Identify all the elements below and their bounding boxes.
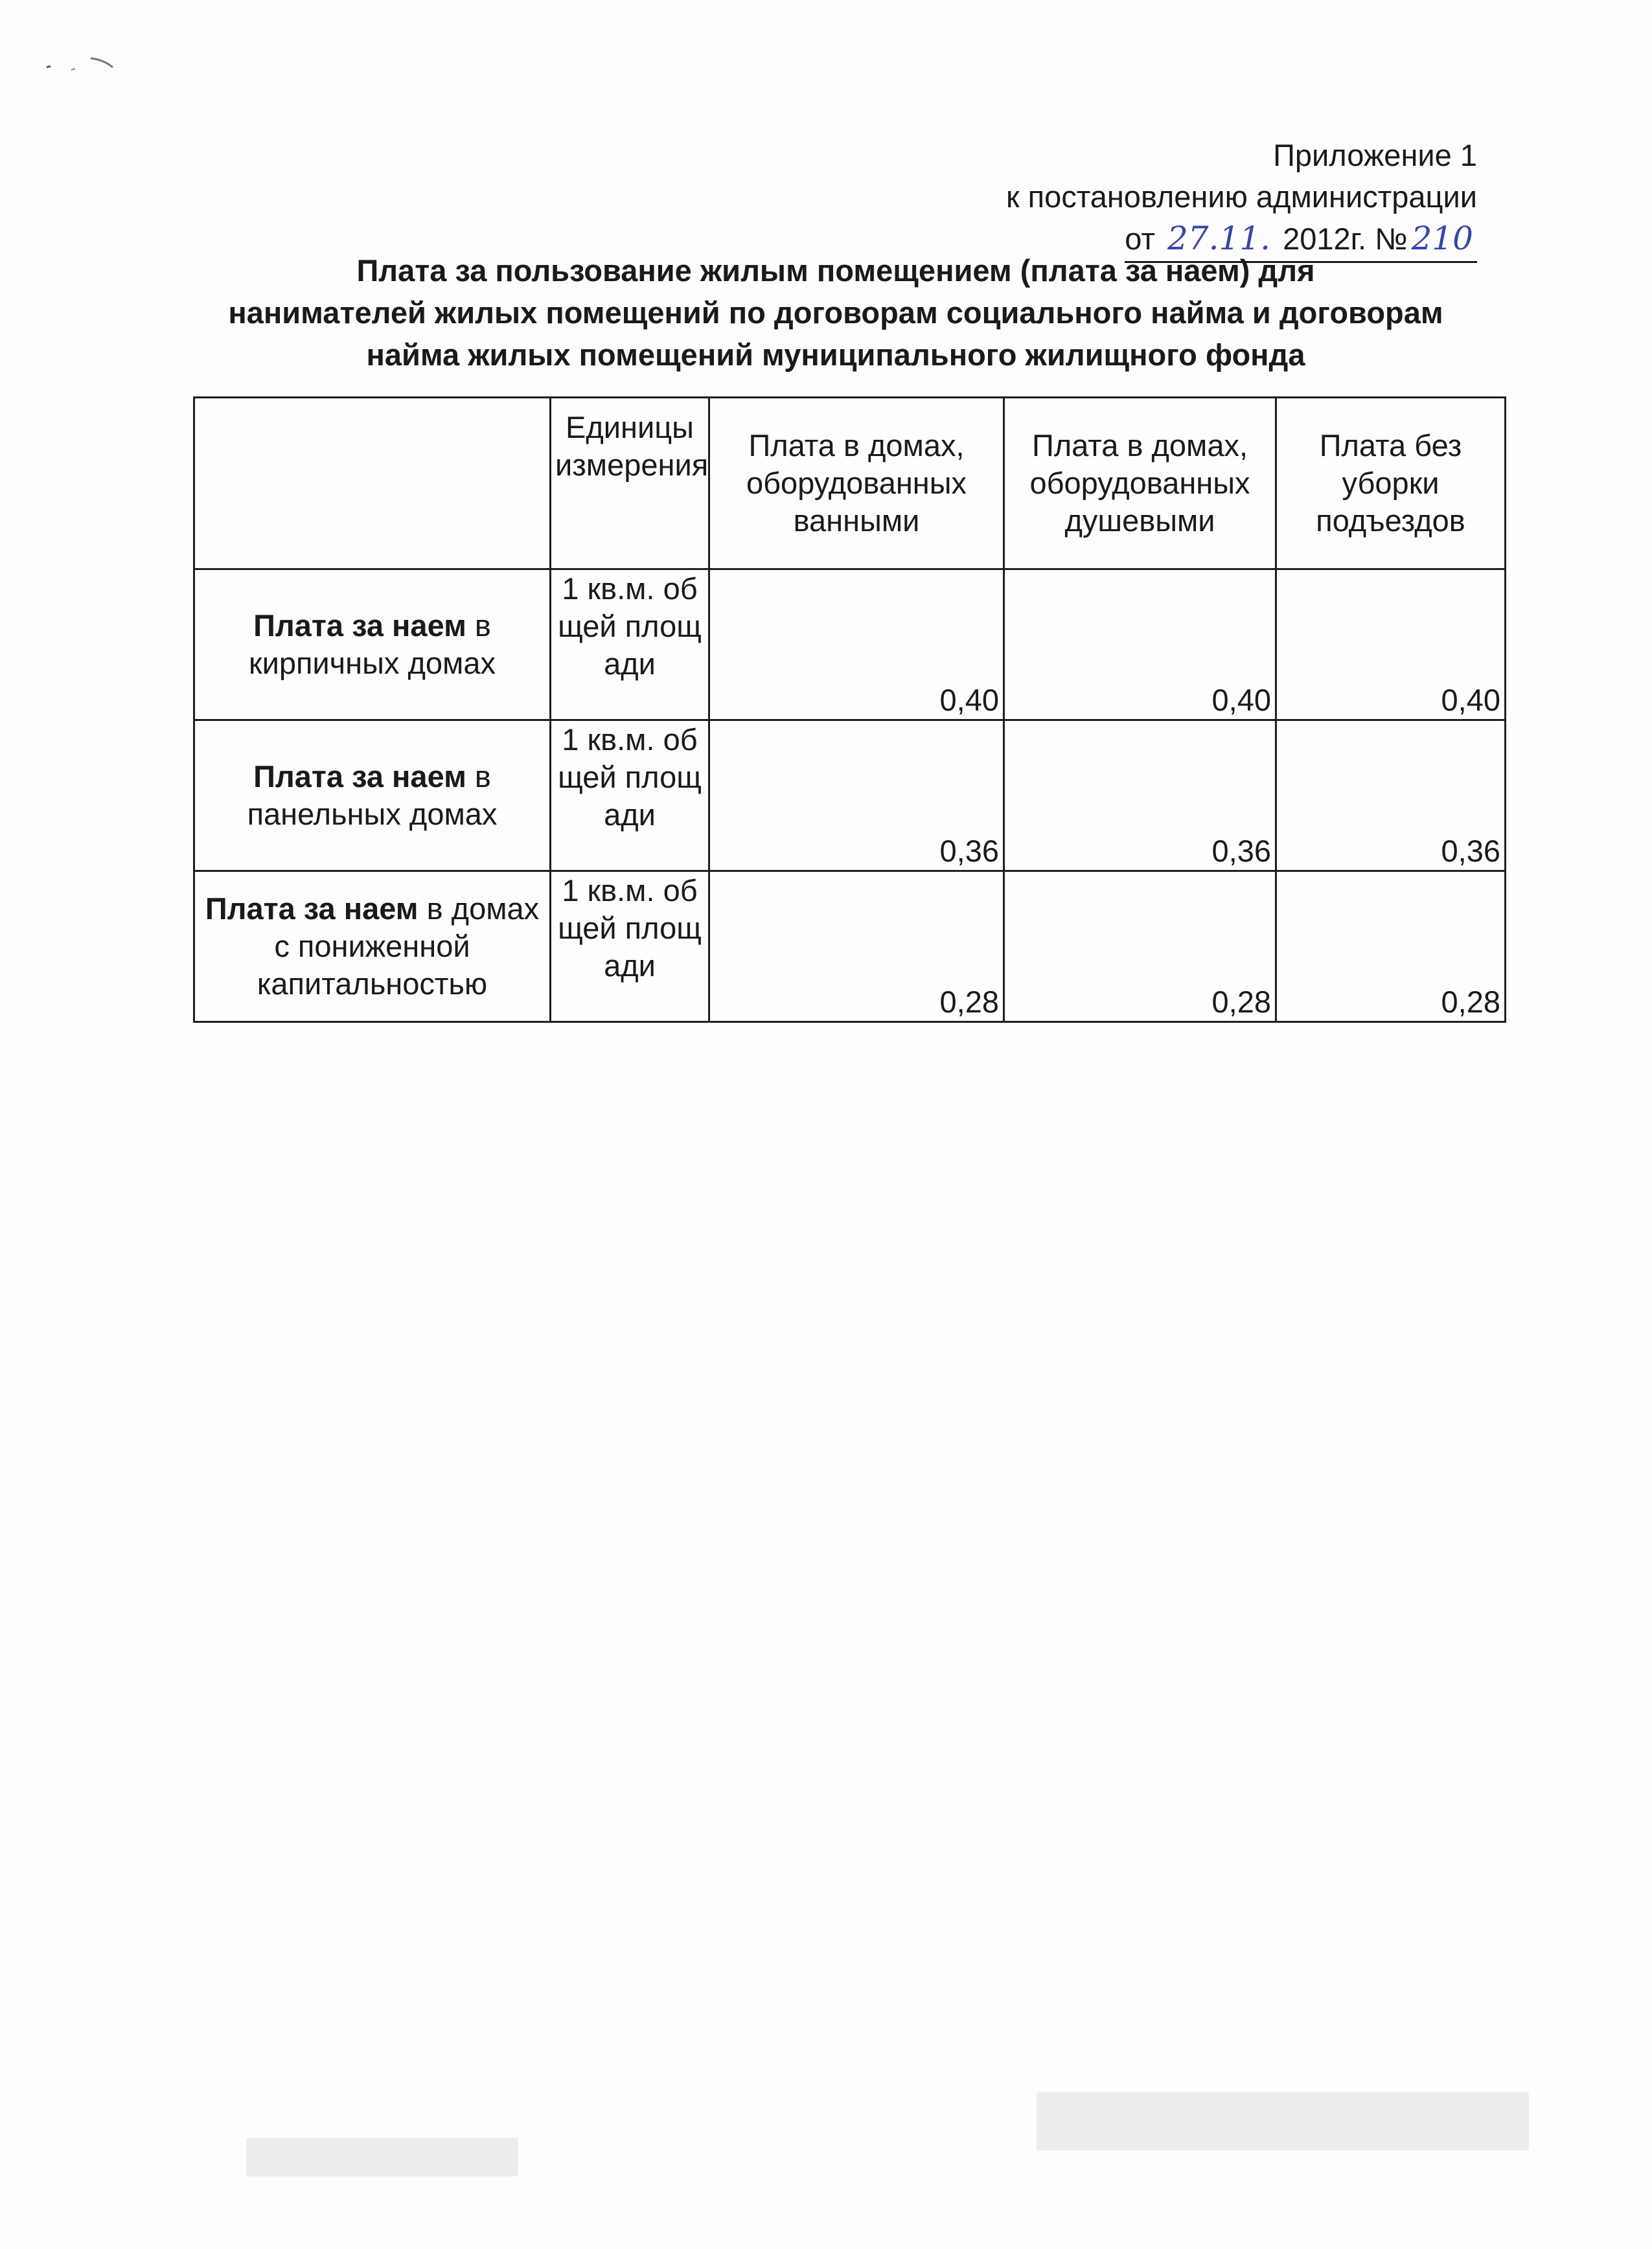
scan-smudge: [246, 2138, 518, 2176]
date-suffix: 2012г. №: [1283, 222, 1408, 256]
appendix-reference: к постановлению администрации: [1006, 179, 1477, 214]
row-value-no-cleaning: 0,40: [1276, 569, 1506, 720]
header-empty-cell: [194, 398, 551, 569]
row-label-text: в домах с пониженной капитальностью: [257, 891, 540, 1001]
title-line-1: Плата за пользование жилым помещением (плата за наем) для: [356, 253, 1315, 288]
row-label-bold: Плата за наем: [205, 891, 419, 926]
row-value-shower: 0,40: [1004, 569, 1276, 720]
row-value-shower: 0,28: [1004, 871, 1276, 1022]
row-label: [194, 871, 551, 1022]
row-value-no-cleaning: 0,28: [1276, 871, 1506, 1022]
table-row: [194, 569, 1506, 720]
row-value-bath: 0,40: [709, 569, 1004, 720]
row-value-shower: 0,36: [1004, 720, 1276, 871]
handwritten-date: 27.11.: [1167, 220, 1270, 257]
table-header-row: [194, 398, 1506, 569]
title-line-2: нанимателей жилых помещений по договорам социального найма и договорам: [228, 295, 1443, 330]
header-no-cleaning: Плата без уборки подъездов: [1276, 398, 1506, 569]
table-row: [194, 720, 1506, 871]
row-unit: 1 кв.м. общей площади: [551, 569, 709, 720]
scan-smudge: [1037, 2092, 1529, 2151]
appendix-header: [1006, 135, 1477, 263]
title-line-3: найма жилых помещений муниципального жилищного фонда: [366, 337, 1305, 372]
header-bath: Плата в домах, оборудованных ванными: [709, 398, 1004, 569]
row-unit: 1 кв.м. общей площади: [551, 871, 709, 1022]
handwritten-number: 210: [1411, 220, 1473, 257]
row-value-no-cleaning: 0,36: [1276, 720, 1506, 871]
row-label: [194, 569, 551, 720]
fee-table: [193, 396, 1506, 1023]
row-value-bath: 0,36: [709, 720, 1004, 871]
header-shower: Плата в домах, оборудованных душевыми: [1004, 398, 1276, 569]
scan-artifact-icon: [45, 53, 123, 79]
header-unit: Единицы измерения: [551, 398, 709, 569]
date-prefix: от: [1125, 222, 1155, 256]
row-label: [194, 720, 551, 871]
row-label-bold: Плата за наем: [253, 759, 466, 793]
appendix-number: Приложение 1: [1273, 138, 1477, 172]
row-label-text: в панельных домах: [247, 759, 498, 831]
table-row: [194, 871, 1506, 1022]
row-unit: 1 кв.м. общей площади: [551, 720, 709, 871]
row-label-bold: Плата за наем: [253, 608, 466, 643]
row-label-text: в кирпичных домах: [249, 608, 496, 680]
document-title: [168, 249, 1503, 376]
row-value-bath: 0,28: [709, 871, 1004, 1022]
